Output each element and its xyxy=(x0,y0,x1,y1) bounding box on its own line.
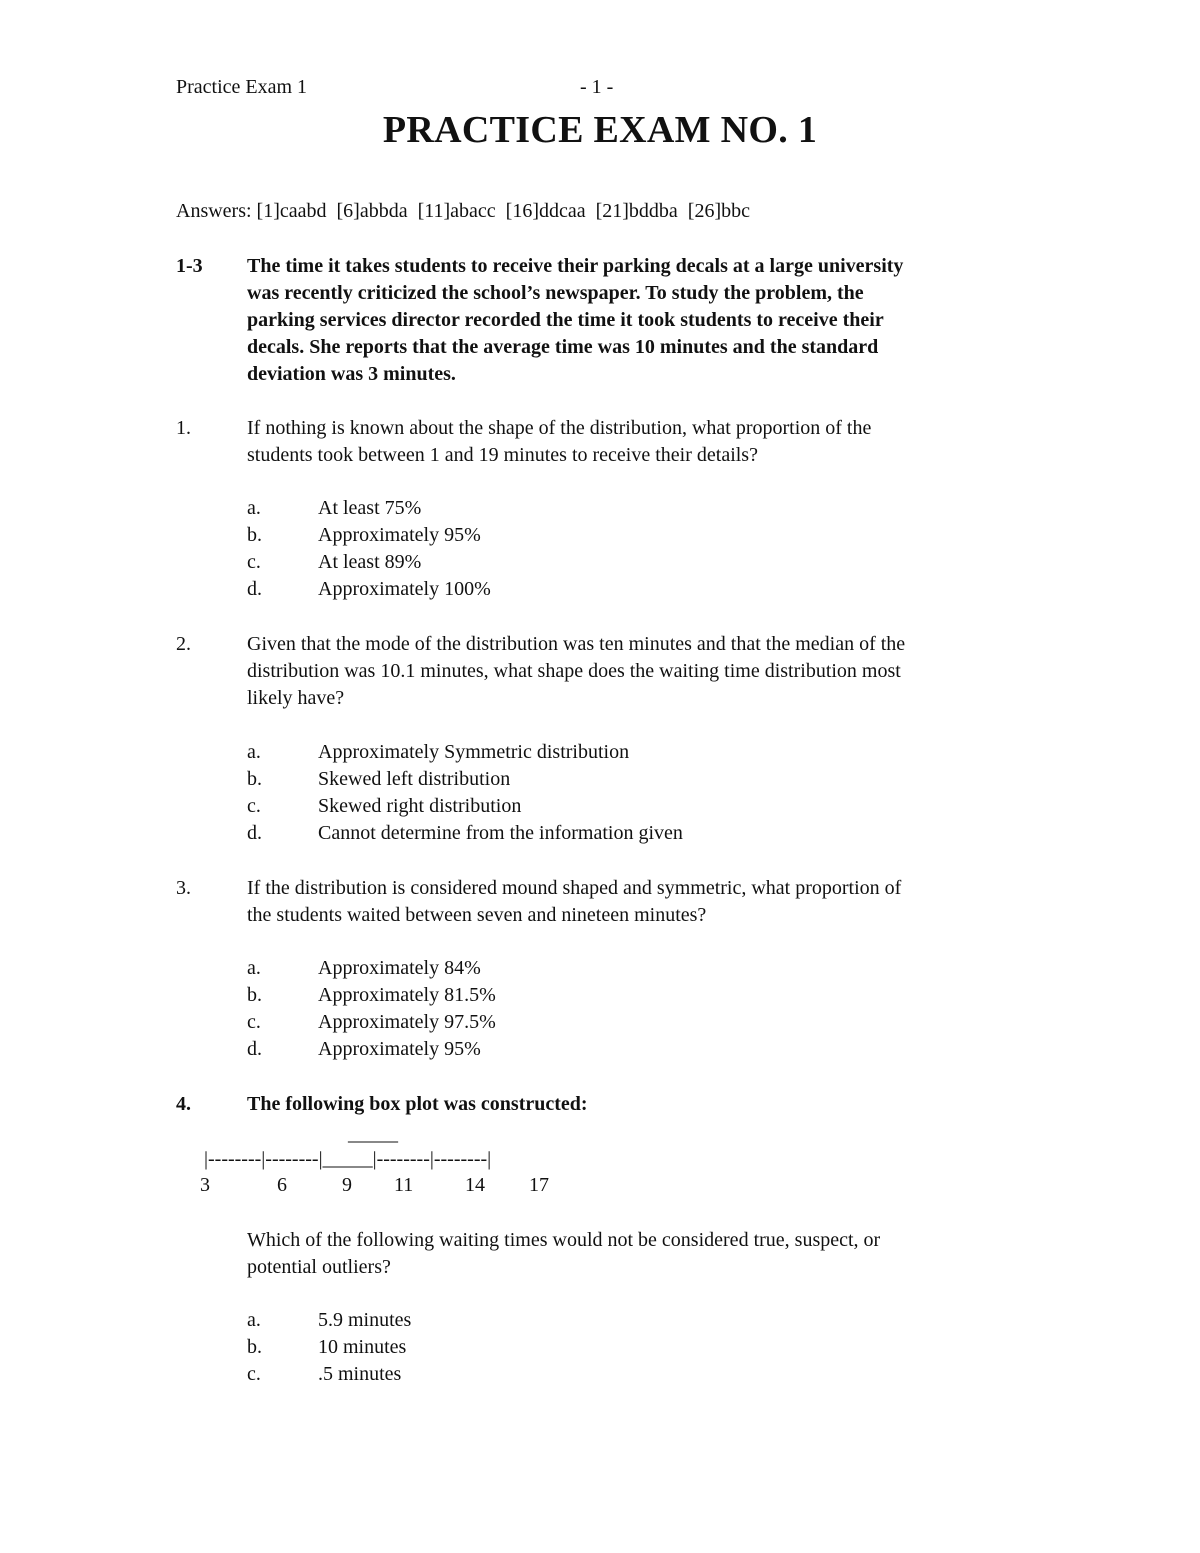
option-2d xyxy=(247,820,683,847)
page-title: PRACTICE EXAM NO. 1 xyxy=(382,109,818,151)
question-1-text xyxy=(247,415,871,469)
option-text: At least 75% xyxy=(318,497,422,519)
option-letter: d. xyxy=(247,822,262,844)
option-text: At least 89% xyxy=(318,551,422,573)
boxplot-tick: 3 xyxy=(200,1174,210,1196)
option-letter: c. xyxy=(247,1363,261,1385)
group-label: 1-3 xyxy=(176,255,203,277)
question-4-options xyxy=(247,1307,411,1388)
question-2-text xyxy=(247,631,905,712)
option-4a xyxy=(247,1307,411,1334)
question-line: likely have? xyxy=(247,687,345,709)
option-letter: c. xyxy=(247,1011,261,1033)
option-text: Approximately 97.5% xyxy=(318,1011,496,1033)
option-3d xyxy=(247,1036,496,1063)
boxplot-tick: 6 xyxy=(277,1174,287,1196)
option-text: 5.9 minutes xyxy=(318,1309,412,1331)
option-2c xyxy=(247,793,683,820)
question-4-prompt: The following box plot was constructed: xyxy=(247,1093,588,1115)
option-letter: a. xyxy=(247,741,261,763)
page-number: - 1 - xyxy=(580,76,614,98)
option-letter: c. xyxy=(247,795,261,817)
question-4-number: 4. xyxy=(176,1093,191,1115)
option-2a xyxy=(247,739,683,766)
question-line: If nothing is known about the shape of the distribution, what proportion of the xyxy=(247,417,872,439)
question-4-text xyxy=(247,1227,880,1281)
group-stem xyxy=(247,253,903,388)
question-line: Which of the following waiting times would not be considered true, suspect, or xyxy=(247,1229,881,1251)
question-line: students took between 1 and 19 minutes to receive their details? xyxy=(247,444,758,466)
option-3a xyxy=(247,955,496,982)
option-letter: b. xyxy=(247,1336,262,1358)
question-3-number: 3. xyxy=(176,877,191,899)
option-3c xyxy=(247,1009,496,1036)
option-text: Skewed left distribution xyxy=(318,768,511,790)
option-text: Cannot determine from the information given xyxy=(318,822,683,844)
question-3-options xyxy=(247,955,496,1063)
option-text: Skewed right distribution xyxy=(318,795,522,817)
option-2b xyxy=(247,766,683,793)
group-stem-line: deviation was 3 minutes. xyxy=(247,363,456,385)
question-line: Given that the mode of the distribution was ten minutes and that the median of the xyxy=(247,633,906,655)
option-letter: a. xyxy=(247,1309,261,1331)
question-line: the students waited between seven and nineteen minutes? xyxy=(247,904,707,926)
boxplot-box-top: _____ xyxy=(348,1123,398,1145)
option-letter: b. xyxy=(247,984,262,1006)
option-letter: a. xyxy=(247,497,261,519)
option-1d xyxy=(247,576,491,603)
option-text: Approximately 95% xyxy=(318,1038,481,1060)
option-text: Approximately 100% xyxy=(318,578,491,600)
option-letter: d. xyxy=(247,578,262,600)
group-stem-line: was recently criticized the school’s newspaper. To study the problem, the xyxy=(247,282,864,304)
question-1-options xyxy=(247,495,491,603)
group-stem-line: decals. She reports that the average time was 10 minutes and the standard xyxy=(247,336,879,358)
option-letter: a. xyxy=(247,957,261,979)
option-1a xyxy=(247,495,491,522)
option-letter: b. xyxy=(247,768,262,790)
option-letter: c. xyxy=(247,551,261,573)
question-2-number: 2. xyxy=(176,633,191,655)
option-text: Approximately 84% xyxy=(318,957,481,979)
header-left: Practice Exam 1 xyxy=(176,76,308,98)
option-text: 10 minutes xyxy=(318,1336,407,1358)
option-text: .5 minutes xyxy=(318,1363,402,1385)
option-1c xyxy=(247,549,491,576)
option-1b xyxy=(247,522,491,549)
option-text: Approximately 81.5% xyxy=(318,984,496,1006)
boxplot-tick: 9 xyxy=(342,1174,352,1196)
boxplot-line: |--------|--------|_____|--------|--------| xyxy=(204,1148,492,1170)
question-line: potential outliers? xyxy=(247,1256,391,1278)
option-letter: d. xyxy=(247,1038,262,1060)
option-text: Approximately 95% xyxy=(318,524,481,546)
group-stem-line: parking services director recorded the time it took students to receive their xyxy=(247,309,884,331)
question-2-options xyxy=(247,739,683,847)
option-3b xyxy=(247,982,496,1009)
question-3-text xyxy=(247,875,901,929)
option-4c xyxy=(247,1361,411,1388)
boxplot-tick: 17 xyxy=(529,1174,549,1196)
boxplot-tick: 14 xyxy=(465,1174,485,1196)
boxplot-tick: 11 xyxy=(394,1174,414,1196)
question-1-number: 1. xyxy=(176,417,191,439)
option-4b xyxy=(247,1334,411,1361)
question-line: If the distribution is considered mound shaped and symmetric, what proportion of xyxy=(247,877,902,899)
answer-key: Answers: [1]caabd [6]abbda [11]abacc [16]ddcaa [21]bddba [26]bbc xyxy=(176,200,751,222)
question-line: distribution was 10.1 minutes, what shape does the waiting time distribution most xyxy=(247,660,901,682)
option-letter: b. xyxy=(247,524,262,546)
group-stem-line: The time it takes students to receive their parking decals at a large university xyxy=(247,255,904,277)
option-text: Approximately Symmetric distribution xyxy=(318,741,630,763)
